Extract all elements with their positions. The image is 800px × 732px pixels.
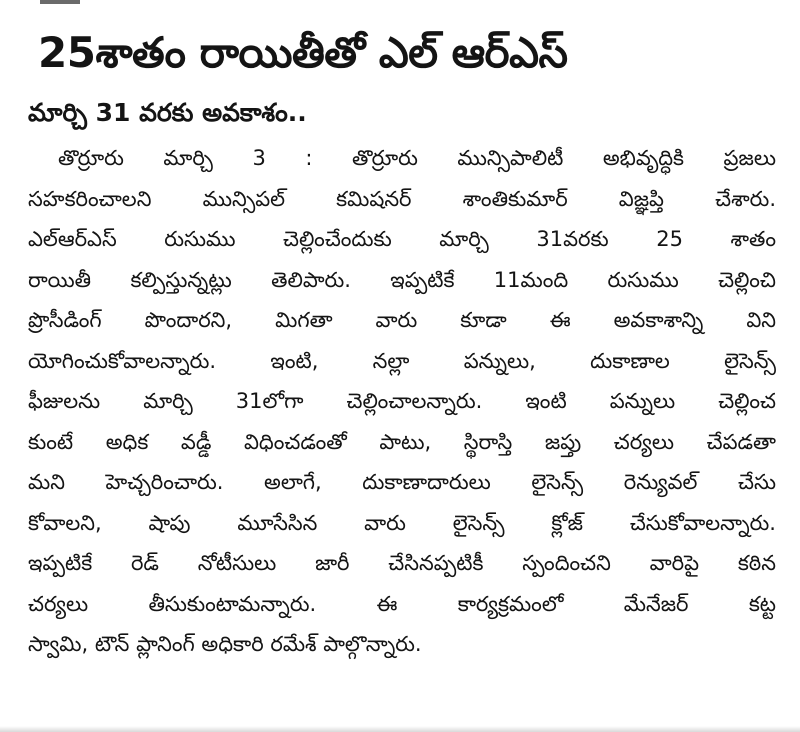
body-line-7: ఫీజులను మార్చి 31లోగా చెల్లించాలన్నారు. ఇంటి పన్నులు చెల్లించ xyxy=(28,389,776,413)
clipping-edge-top xyxy=(40,0,80,4)
body-line-6: యోగించుకోవాలన్నారు. ఇంటి, నల్లా పన్నులు, దుకాణాల లైసెన్స్ xyxy=(28,348,776,373)
body-line-11: ఇప్పటికే రెడ్ నోటీసులు జారీ చేసినప్పటికీ స్పందించని వారిపై కఠిన xyxy=(28,551,776,575)
body-line-9: మని హెచ్చరించారు. అలాగే, దుకాణాదారులు లైసెన్స్ రెన్యువల్ చేసు xyxy=(28,470,776,494)
body-line-3: ఎల్ఆర్ఎస్ రుసుము చెల్లించేందుకు మార్చి 31వరకు 25 శాతం xyxy=(28,227,776,251)
body-line-8: కుంటే అధిక వడ్డీ విధించడంతో పాటు, స్థిరాస్తి జప్తు చర్యలు చేపడతా xyxy=(28,429,776,454)
article-body xyxy=(28,138,776,665)
body-line-1: తొర్రూరు మార్చి 3 : తొర్రూరు మున్సిపాలిటీ అభివృద్ధికి ప్రజలు xyxy=(58,146,776,170)
body-line-5: ప్రొసీడింగ్ పొందారని, మిగతా వారు కూడా ఈ అవకాశాన్ని విని xyxy=(28,308,776,332)
body-line-12: చర్యలు తీసుకుంటామన్నారు. ఈ కార్యక్రమంలో మేనేజర్ కట్ట xyxy=(28,591,776,616)
body-line-13: స్వామి, టౌన్ ప్లానింగ్ అధికారి రమేశ్ పాల్గొన్నారు. xyxy=(28,632,422,656)
body-line-4: రాయితీ కల్పిస్తున్నట్లు తెలిపారు. ఇప్పటికే 11మంది రుసుము చెల్లించి xyxy=(28,267,776,292)
news-article xyxy=(28,24,776,665)
body-line-10: కోవాలని, షాపు మూసేసిన వారు లైసెన్స్ క్లోజ్ చేసుకోవాలన్నారు. xyxy=(28,510,776,535)
body-line-2: సహకరించాలని మున్సిపల్ కమిషనర్ శాంతికుమార్ విజ్ఞప్తి చేశారు. xyxy=(28,186,776,211)
clipping-edge-bottom xyxy=(0,726,800,732)
article-subheadline: మార్చి 31 వరకు అవకాశం.. xyxy=(28,98,307,127)
article-headline: 25శాతం రాయితీతో ఎల్ ఆర్ఎస్ xyxy=(38,28,568,77)
